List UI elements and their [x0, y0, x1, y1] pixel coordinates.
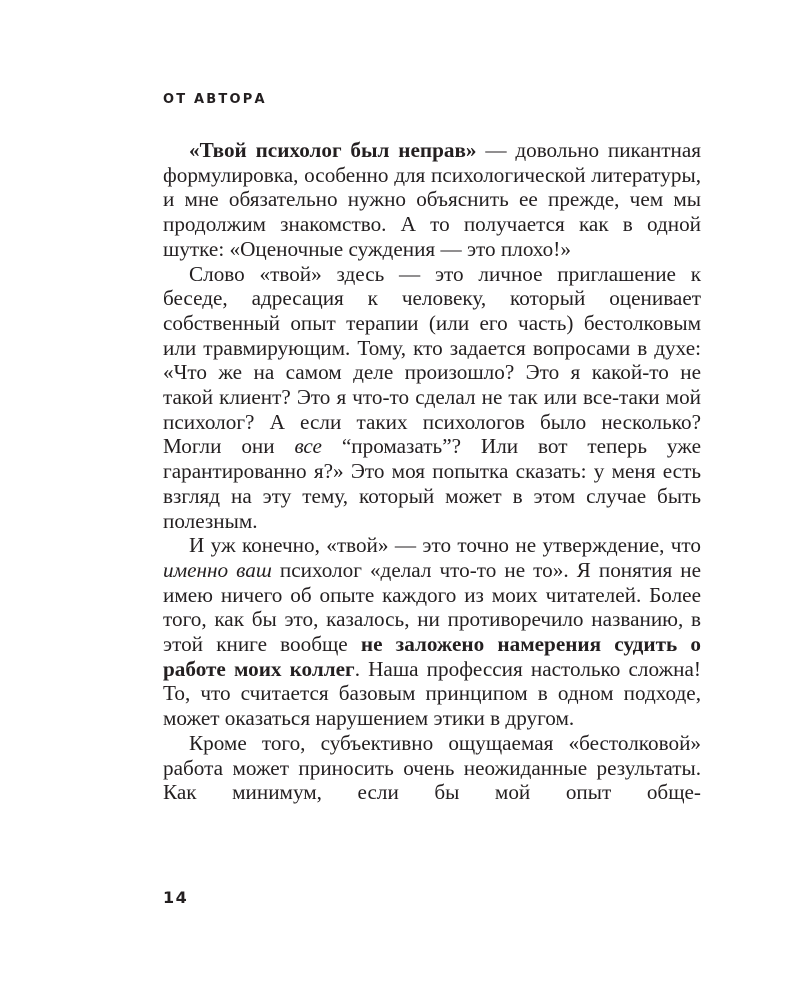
paragraph-2-segment-2: все [294, 434, 322, 459]
paragraph-1-segment-2: — довольно пикантная формулировка, особенно для психологической литературы, и мне обязательно нужно объяснить ее прежде, чем мы продолжим знакомство. А то получается как в одной шутке: «Оценочные суждения — это плохо!» [163, 138, 701, 261]
paragraph-3-segment-2: именно ваш [163, 557, 272, 582]
paragraph-1-segment-1: «Твой психолог был неправ» [189, 138, 477, 162]
page-number: 14 [163, 888, 189, 907]
paragraph-4-segment-1: Кроме того, субъективно ощущаемая «бестолковой» работа может приносить очень неожиданные результаты. Как минимум, если бы мой опыт обще- [163, 730, 701, 805]
running-head: ОТ АВТОРА [163, 92, 267, 107]
paragraph-4 [163, 731, 701, 805]
paragraph-3-segment-1: И уж конечно, «твой» — это точно не утверждение, что [189, 533, 701, 558]
paragraph-3-segment-4: не заложено намерения судить о работе моих коллег [163, 632, 701, 681]
paragraph-3-segment-5: . Наша профессия настолько сложна! То, что считается базовым принципом в одном подходе, может оказаться нарушением этики в другом. [163, 656, 701, 731]
paragraph-2-segment-3: “промазать”? Или вот теперь уже гарантированно я?» Это моя попытка сказать: у меня есть взгляд на эту тему, который может в этом случае быть полезным. [163, 434, 701, 533]
paragraph-1 [163, 138, 701, 262]
paragraph-2 [163, 262, 701, 534]
paragraph-2-segment-1: Слово «твой» здесь — это личное приглашение к беседе, адресация к человеку, который оценивает собственный опыт терапии (или его часть) бестолковым или травмирующим. Тому, кто задается вопросами в духе: «Что же на самом деле произошло? Это я какой-то не такой клиент? Это я что-то сделал не так или все-таки мой психолог? А если таких психологов было несколько? Могли они [163, 261, 701, 459]
body-text [163, 138, 701, 805]
paragraph-3-segment-3: психолог «делал что-то не то». Я понятия не имею ничего об опыте каждого из моих читателей. Более того, как бы это, казалось, ни противоречило названию, в этой книге вообще [163, 557, 701, 657]
paragraph-3 [163, 533, 701, 731]
